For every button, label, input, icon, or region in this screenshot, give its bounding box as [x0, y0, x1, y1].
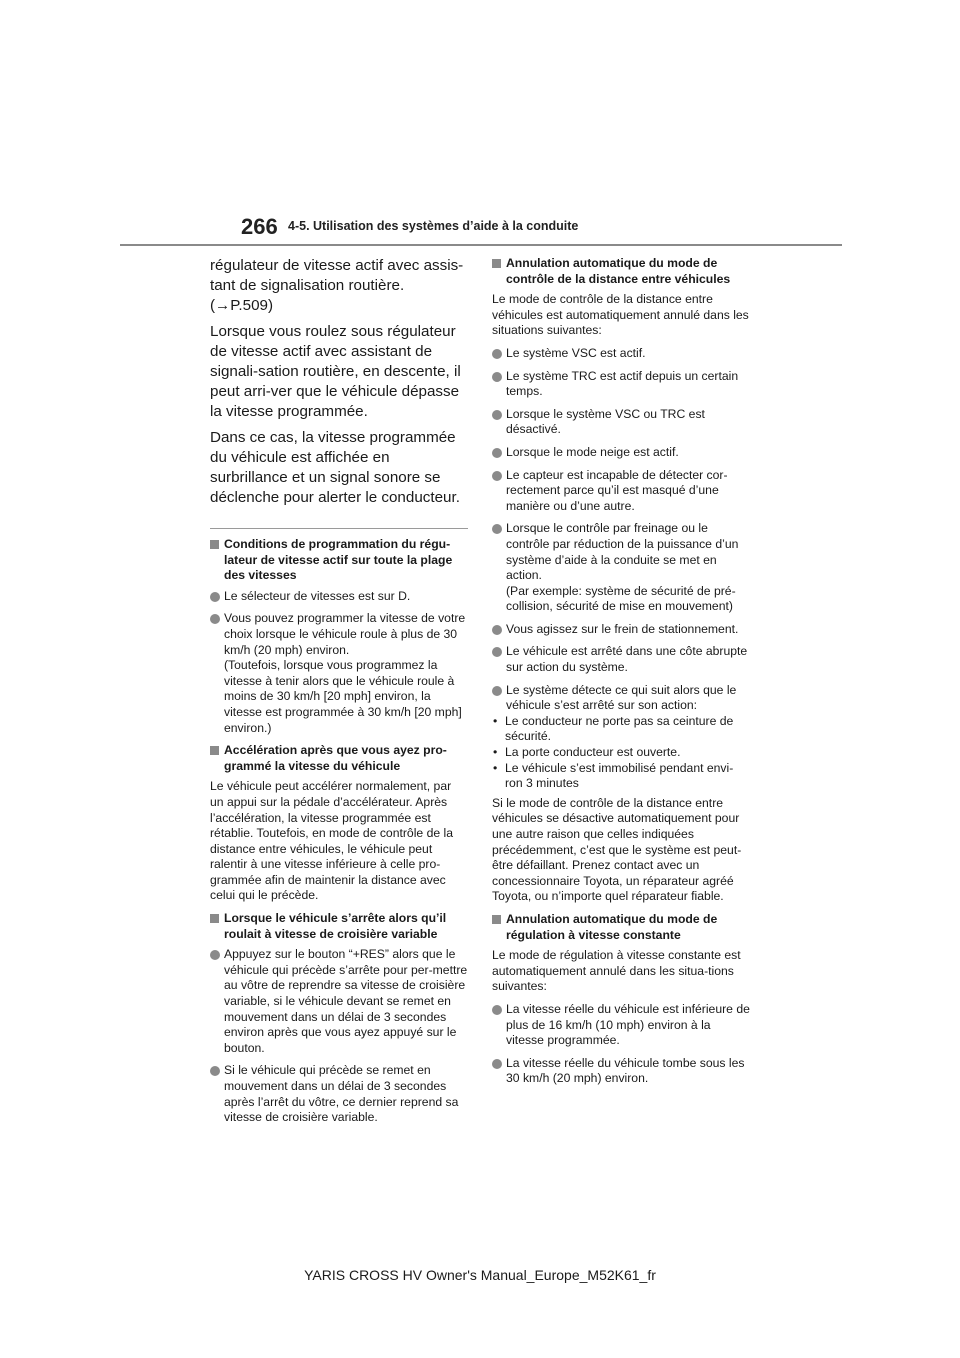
list-item: Si le véhicule qui précède se remet en mouvement dans un délai de 3 secondes après l’arrêt du vôtre, ce dernier reprend sa vitesse de croisière variable.: [210, 1063, 468, 1125]
list-item: Vous agissez sur le frein de stationnement.: [492, 622, 750, 638]
square-bullet-icon: [210, 914, 219, 923]
circle-bullet-icon: [492, 686, 502, 696]
list-item: Le sélecteur de vitesses est sur D.: [210, 589, 468, 605]
paragraph: Le véhicule peut accélérer normalement, par un appui sur la pédale d’accélérateur. Après l’accélération, la vitesse programmée est rétablie. Toutefois, en mode de contrôle de la distance entre véhicules, le véhicule peut ralentir à une vitesse inférieure à celle pro-grammée afin de maintenir la distance avec celui qui le précède.: [210, 779, 454, 903]
section-heading: Conditions de programmation du régu-lateur de vitesse actif sur toute la plage des vitesses: [210, 537, 468, 584]
lead-paragraph: Dans ce cas, la vitesse programmée du véhicule est affichée en surbrillance et un signal sonore se déclenche pour alerter le conducteur.: [210, 429, 460, 506]
section-divider: [210, 528, 468, 529]
lead-paragraph: régulateur de vitesse actif avec assis-tant de signalisation routière. (→P.509): [210, 257, 464, 314]
sub-list-item: • Le véhicule s’est immobilisé pendant envi-ron 3 minutes: [493, 760, 734, 791]
list-item: Lorsque le système VSC ou TRC est désactivé.: [492, 407, 750, 438]
square-bullet-icon: [492, 915, 501, 924]
circle-bullet-icon: [210, 1066, 220, 1076]
circle-bullet-icon: [210, 614, 220, 624]
lead-paragraph: Lorsque vous roulez sous régulateur de vitesse actif avec assistant de signali-sation routière, en descente, il peut arri-ver que le véhicule dépasse la vitesse programmée.: [210, 323, 461, 420]
circle-bullet-icon: [492, 349, 502, 359]
chapter-title: 4-5. Utilisation des systèmes d’aide à la conduite: [288, 219, 579, 233]
page-footer: YARIS CROSS HV Owner's Manual_Europe_M52K61_fr: [304, 1267, 656, 1283]
list-item: Appuyez sur le bouton “+RES” alors que le véhicule qui précède s’arrête pour per-mettre au vôtre de reprendre sa vitesse de croisière variable, si le véhicule devant se remet en mouvement dans un délai de 3 secondes environ après que vous ayez appuyé sur le bouton.: [210, 947, 468, 1056]
list-item: Le système détecte ce qui suit alors que le véhicule s’est arrêté sur son action:: [492, 683, 750, 714]
circle-bullet-icon: [492, 1005, 502, 1015]
list-item: La vitesse réelle du véhicule est inférieure de plus de 16 km/h (10 mph) environ à la vitesse programmée.: [492, 1002, 750, 1049]
sub-list: [492, 714, 750, 792]
circle-bullet-icon: [210, 592, 220, 602]
list-item: Lorsque le contrôle par freinage ou le contrôle par réduction de la puissance d’un système d’aide à la conduite se met en action. (Par exemple: système de sécurité de pré-collision, sécurité de mise en mouvement): [492, 521, 750, 615]
header-rule: [120, 244, 842, 246]
list-item: Le système VSC est actif.: [492, 346, 750, 362]
lead-text: [210, 256, 468, 508]
square-bullet-icon: [210, 540, 219, 549]
paragraph: Le mode de contrôle de la distance entre véhicules est automatiquement annulé dans les situations suivantes:: [492, 292, 749, 338]
circle-bullet-icon: [492, 410, 502, 420]
paragraph: Le mode de régulation à vitesse constante est automatiquement annulé dans les situa-tions suivantes:: [492, 948, 741, 994]
circle-bullet-icon: [492, 524, 502, 534]
circle-bullet-icon: [492, 372, 502, 382]
circle-bullet-icon: [492, 471, 502, 481]
list-item: Le capteur est incapable de détecter cor-rectement parce qu’il est masqué d’une manière ou d’une autre.: [492, 468, 750, 515]
page-number: 266: [241, 214, 278, 239]
paragraph: Si le mode de contrôle de la distance entre véhicules se désactive automatiquement pour une autre raison que celles indiquées précédemment, c’est que le système est peut-être défaillant. Prenez contact avec un concessionnaire Toyota, un réparateur agréé Toyota, ou n’importe quel réparateur fiable.: [492, 795, 742, 904]
section-heading: Annulation automatique du mode de contrôle de la distance entre véhicules: [492, 256, 750, 287]
section-heading: Annulation automatique du mode de régulation à vitesse constante: [492, 912, 750, 943]
circle-bullet-icon: [492, 1059, 502, 1069]
sub-list-item: • La porte conducteur est ouverte.: [493, 745, 681, 760]
square-bullet-icon: [492, 259, 501, 268]
list-item: Le système TRC est actif depuis un certain temps.: [492, 369, 750, 400]
list-item: Lorsque le mode neige est actif.: [492, 445, 750, 461]
square-bullet-icon: [210, 746, 219, 755]
list-item: La vitesse réelle du véhicule tombe sous les 30 km/h (20 mph) environ.: [492, 1056, 750, 1087]
section-heading: Accélération après que vous ayez pro-grammé la vitesse du véhicule: [210, 743, 468, 774]
circle-bullet-icon: [492, 448, 502, 458]
left-column: [210, 256, 468, 1133]
right-column: [492, 256, 750, 1094]
list-item: Vous pouvez programmer la vitesse de votre choix lorsque le véhicule roule à plus de 30 km/h (20 mph) environ. (Toutefois, lorsque vous programmez la vitesse à tenir alors que le véhicule roule à moins de 30 km/h [20 mph] environ, la vitesse est programmée à 30 km/h [20 mph] environ.): [210, 611, 468, 736]
section-heading: Lorsque le véhicule s’arrête alors qu’il roulait à vitesse de croisière variable: [210, 911, 468, 942]
sub-list-item: • Le conducteur ne porte pas sa ceinture de sécurité.: [493, 713, 734, 744]
circle-bullet-icon: [492, 647, 502, 657]
circle-bullet-icon: [492, 625, 502, 635]
circle-bullet-icon: [210, 950, 220, 960]
list-item: Le véhicule est arrêté dans une côte abrupte sur action du système.: [492, 644, 750, 675]
